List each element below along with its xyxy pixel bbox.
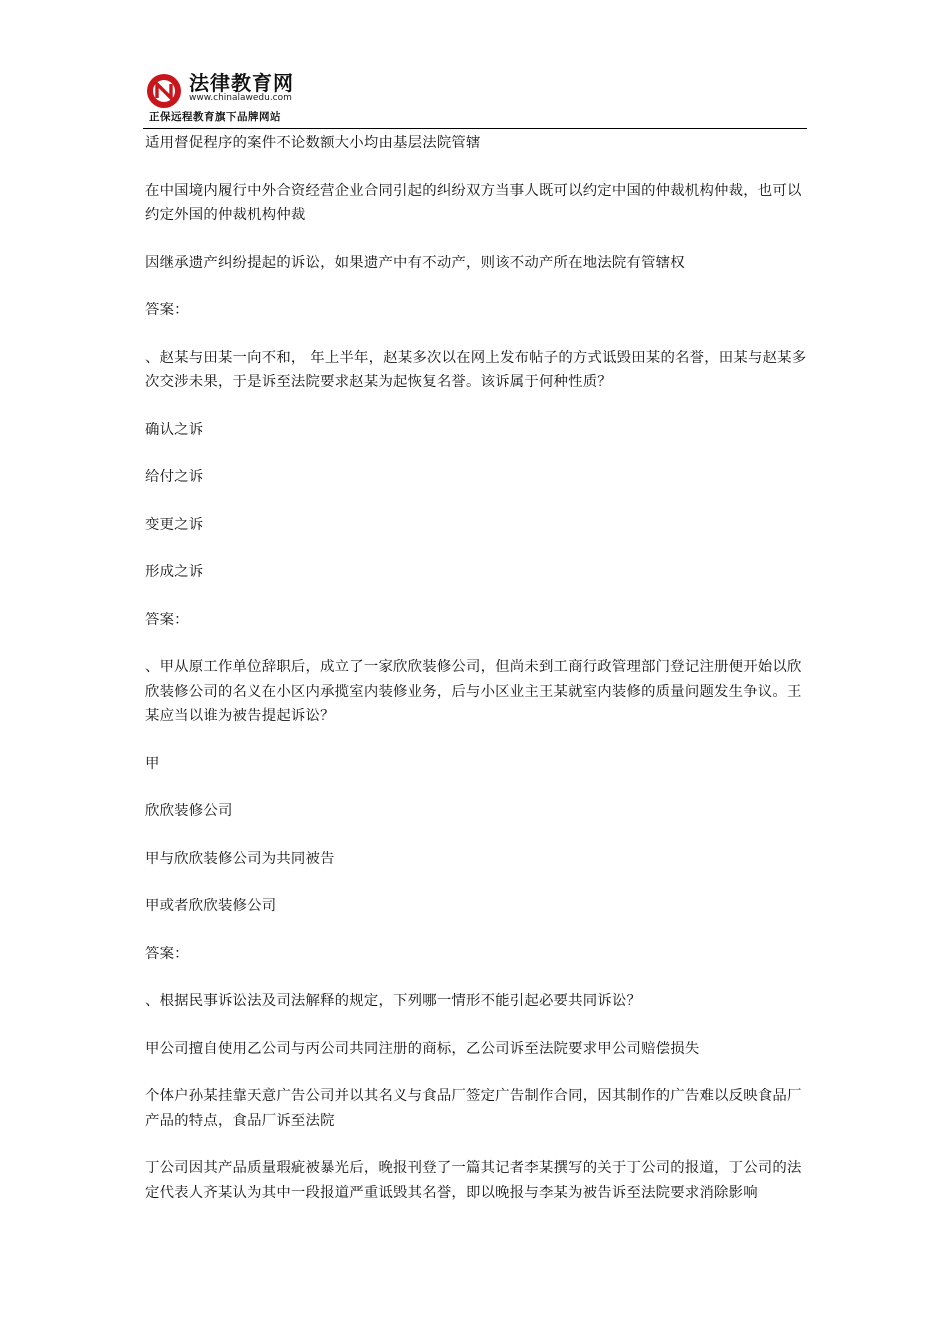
logo-tagline: 正保远程教育旗下品牌网站 bbox=[149, 111, 281, 123]
paragraph: 适用督促程序的案件不论数额大小均由基层法院管辖 bbox=[145, 135, 481, 151]
option: 确认之诉 bbox=[145, 421, 204, 438]
answer-line: 答案： bbox=[145, 302, 189, 318]
option: 给付之诉 bbox=[145, 469, 204, 485]
option: 甲 bbox=[145, 755, 160, 772]
option: 个体户孙某挂靠天意广告公司并以其名义与食品厂签定广告制作合同，因其制作的广告难以反映食品厂产品的特点，食品厂诉至法院 bbox=[145, 1088, 802, 1129]
logo-site-name: 法律教育网 bbox=[189, 71, 294, 95]
paragraph: 在中国境内履行中外合资经营企业合同引起的纠纷双方当事人既可以约定中国的仲裁机构仲裁，也可以约定外国的仲裁机构仲裁 bbox=[145, 182, 802, 223]
header-divider bbox=[143, 128, 807, 129]
question: 、根据民事诉讼法及司法解释的规定，下列哪一情形不能引起必要共同诉讼？ bbox=[145, 993, 642, 1009]
document-body bbox=[145, 131, 810, 1228]
option: 甲公司擅自使用乙公司与丙公司共同注册的商标，乙公司诉至法院要求甲公司赔偿损失 bbox=[145, 1040, 700, 1057]
answer-line: 答案： bbox=[145, 611, 189, 628]
question: 、甲从原工作单位辞职后，成立了一家欣欣装修公司，但尚未到工商行政管理部门登记注册便开始以欣欣装修公司的名义在小区内承揽室内装修业务，后与小区业主王某就室内装修的质量问题发生争议。王某应当以谁为被告提起诉讼？ bbox=[145, 659, 802, 724]
option: 丁公司因其产品质量瑕疵被暴光后，晚报刊登了一篇其记者李某撰写的关于丁公司的报道，丁公司的法定代表人齐某认为其中一段报道严重诋毁其名誉，即以晚报与李某为被告诉至法院要求消除影响 bbox=[145, 1160, 802, 1201]
logo-icon bbox=[145, 72, 183, 110]
option: 变更之诉 bbox=[145, 516, 204, 533]
question: 、赵某与田某一向不和， 年上半年，赵某多次以在网上发布帖子的方式诋毁田某的名誉，田某与赵某多次交涉未果，于是诉至法院要求赵某为起恢复名誉。该诉属于何种性质？ bbox=[145, 349, 807, 390]
paragraph: 因继承遗产纠纷提起的诉讼，如果遗产中有不动产，则该不动产所在地法院有管辖权 bbox=[145, 254, 685, 271]
option: 形成之诉 bbox=[145, 564, 204, 580]
option: 甲与欣欣装修公司为共同被告 bbox=[145, 850, 335, 867]
site-header bbox=[145, 66, 325, 124]
option: 甲或者欣欣装修公司 bbox=[145, 898, 277, 914]
option: 欣欣装修公司 bbox=[145, 803, 233, 819]
logo-site-url: www.chinalawedu.com bbox=[189, 93, 292, 103]
answer-line: 答案： bbox=[145, 945, 189, 962]
